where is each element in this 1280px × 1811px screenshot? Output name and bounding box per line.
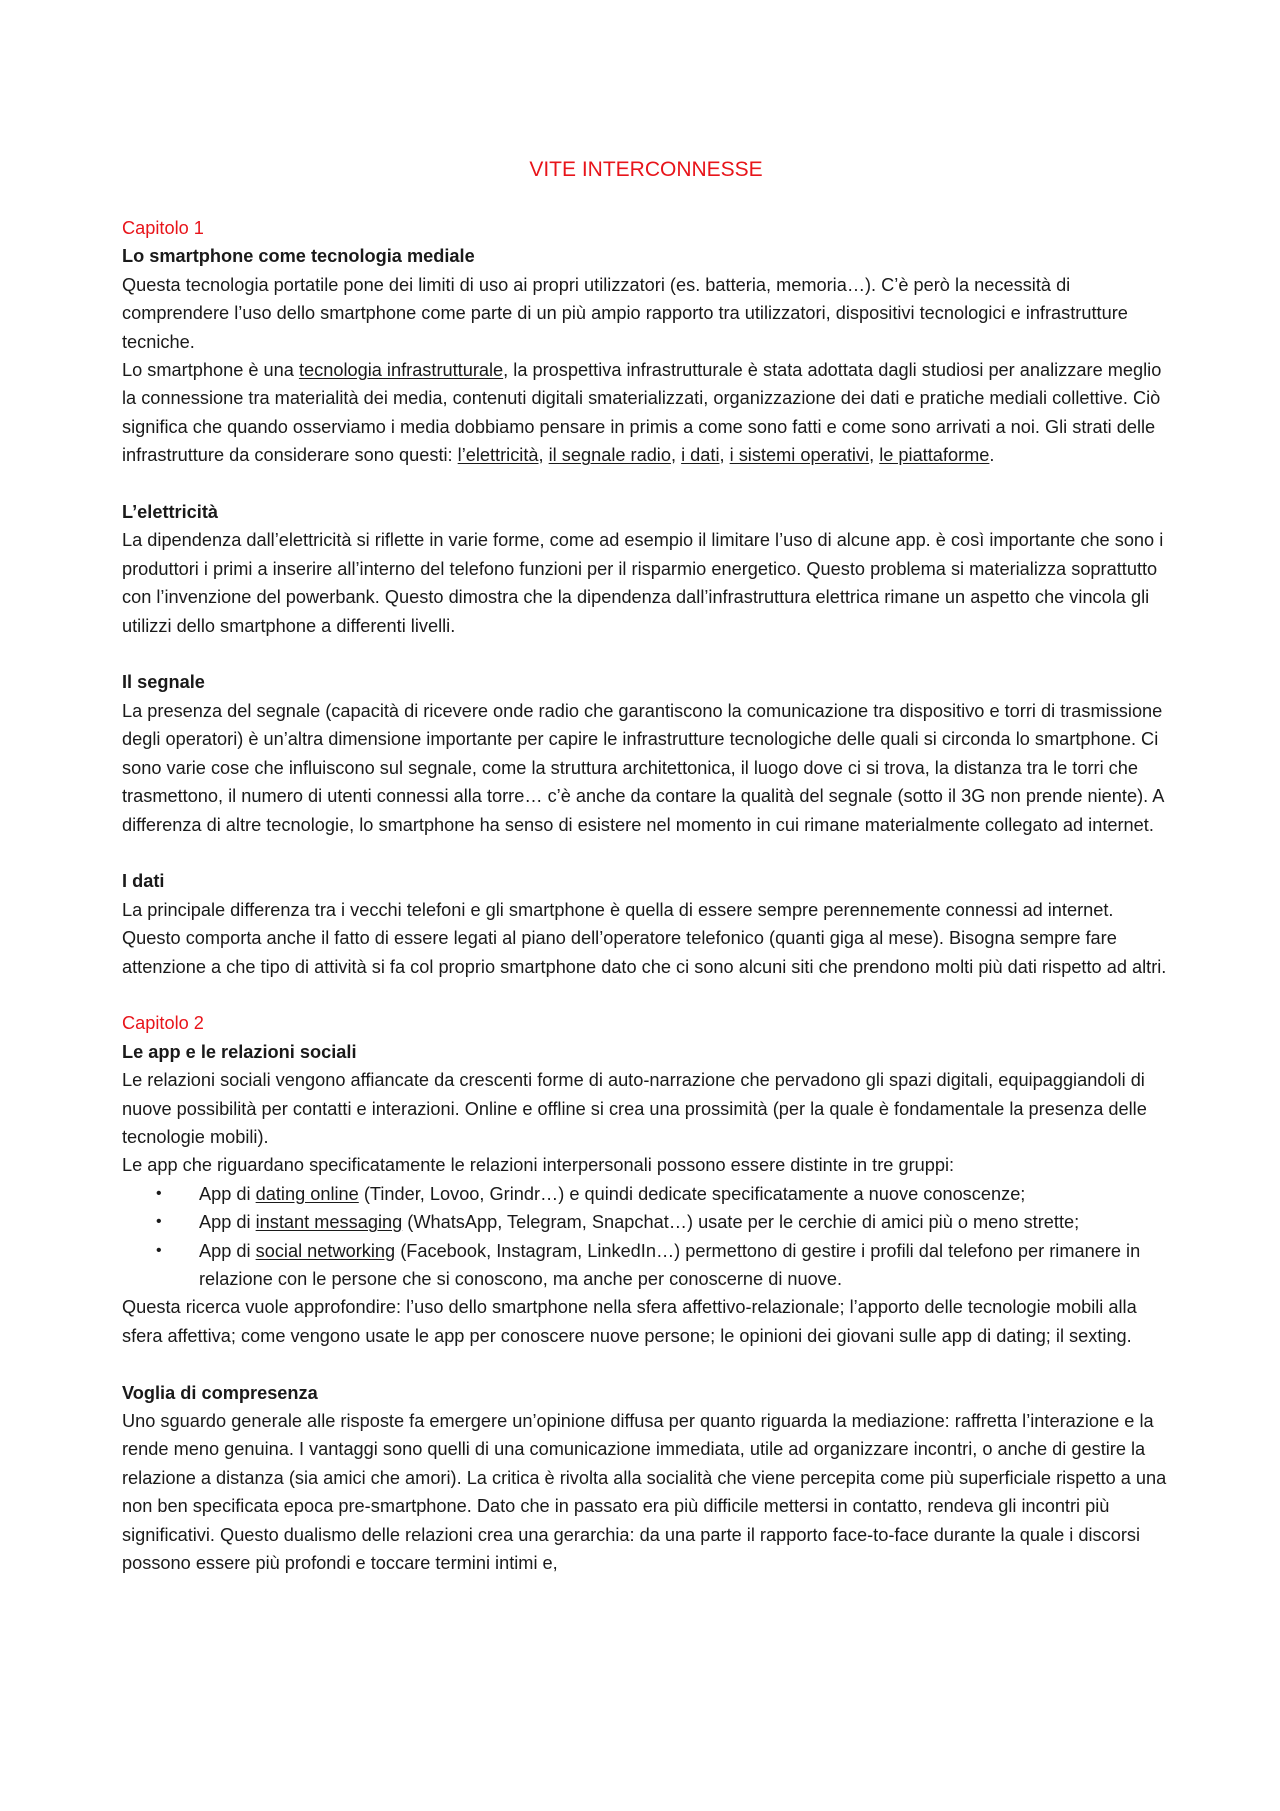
section-heading-segnale: Il segnale [122,672,205,693]
section-text-segnale: La presenza del segnale (capacità di ricevere onde radio che garantiscono la comunicazione tra dispositivo e torri di trasmissione degli operatori) è un’altra dimensione importante per capire le infrastrutture tecnologiche delle quali si circonda lo smartphone. Ci sono varie cose che influiscono sul segnale, come la struttura architettonica, il luogo dove ci si trova, la distanza tra le torri che trasmettono, il numero di utenti connessi alla torre… c’è anche da contare la qualità del segnale (sotto il 3G non prende niente). A differenza di altre tecnologie, lo smartphone ha senso di esistere nel momento in cui rimane materialmente collegato ad internet. [122,700,1164,835]
bullet-icon: • [156,1184,162,1202]
text-run: (WhatsApp, Telegram, Snapchat…) usate per le cerchie di amici più o meno strette; [402,1212,1080,1233]
text-run: App di [199,1240,256,1261]
link-social-networking[interactable]: social networking [255,1240,396,1261]
chapter-1-heading: Lo smartphone come tecnologia mediale [122,246,475,267]
spacer [122,640,1170,668]
link-dati[interactable]: i dati [681,445,720,466]
separator: , [719,445,730,466]
link-tecnologia-infrastrutturale[interactable]: tecnologia infrastrutturale [298,360,504,381]
section-heading-dati: I dati [122,871,165,892]
chapter-1-paragraph-2 [122,356,1170,470]
chapter-2-heading: Le app e le relazioni sociali [122,1041,357,1062]
link-instant-messaging[interactable]: instant messaging [255,1212,403,1233]
chapter-2-paragraph-2: Le app che riguardano specificatamente le relazioni interpersonali possono essere distinte in tre gruppi: [122,1155,955,1176]
chapter-2-paragraph-1: Le relazioni sociali vengono affiancate da crescenti forme di auto-narrazione che pervadono gli spazi digitali, equipaggiandoli di nuove possibilità per contatti e interazioni. Online e offline si crea una prossimità (per la quale è fondamentale la presenza delle tecnologie mobili). [122,1070,1147,1147]
section-text-elettricita: La dipendenza dall’elettricità si riflette in varie forme, come ad esempio il limitare l’uso di alcune app. è così importante che sono i produttori i primi a inserire all’interno del telefono funzioni per il risparmio energetico. Questo problema si materializza soprattutto con l’invenzione del powerbank. Questo dimostra che la dipendenza dall’infrastruttura elettrica rimane un aspetto che vincola gli utilizzi dello smartphone a differenti livelli. [122,530,1164,636]
text-run: App di [199,1212,256,1233]
section-text-compresenza: Uno sguardo generale alle risposte fa emergere un’opinione diffusa per quanto riguarda la mediazione: raffretta l’interazione e la rende meno genuina. I vantaggi sono quelli di una comunicazione immediata, utile ad organizzare incontri, o anche di gestire la relazione a distanza (sia amici che amori). La critica è rivolta alla socialità che viene percepita come più superficiale rispetto a una non ben specificata epoca pre-smartphone. Dato che in passato era più difficile mettersi in contatto, rendeva gli incontri più significativi. Questo dualismo delle relazioni crea una gerarchia: da una parte il rapporto face-to-face durante la quale i discorsi possono essere più profondi e toccare termini intimi e, [122,1410,1167,1574]
app-groups-list [122,1180,1170,1294]
link-piattaforme[interactable]: le piattaforme [879,445,990,466]
document-title: VITE INTERCONNESSE [529,158,763,181]
bullet-icon: • [156,1241,162,1259]
section-heading-elettricita: L’elettricità [122,502,219,523]
separator: , [869,445,880,466]
chapter-1-label: Capitolo 1 [122,218,204,238]
chapter-1-paragraph-1: Questa tecnologia portatile pone dei limiti di uso ai propri utilizzatori (es. batteria, memoria…). C’è però la necessità di comprendere l’uso dello smartphone come parte di un più ampio rapporto tra utilizzatori, dispositivi tecnologici e infrastrutture tecniche. [122,274,1128,352]
chapter-2-label: Capitolo 2 [122,1013,204,1034]
chapter-2-paragraph-3: Questa ricerca vuole approfondire: l’uso dello smartphone nella sfera affettivo-relazionale; l’apporto delle tecnologie mobili alla sfera affettiva; come vengono usate le app per conoscere nuove persone; le opinioni dei giovani sulle app di dating; il sexting. [122,1297,1137,1346]
link-elettricita[interactable]: l’elettricità [457,445,539,466]
list-item [156,1180,1170,1208]
spacer [122,839,1170,867]
link-sistemi-operativi[interactable]: i sistemi operativi [729,445,870,466]
text-run: , la prospettiva infrastrutturale è stata adottata dagli studiosi per analizzare meglio la connessione tra materialità dei media, contenuti digitali smaterializzati, organizzazione dei dati e pratiche mediali collettive. Ciò significa che quando osserviamo i media dobbiamo pensare in primis a come sono fatti e come sono arrivati a noi. Gli strati delle infrastrutture da considerare sono questi: [122,360,1162,466]
list-item [156,1208,1170,1236]
text-run: (Facebook, Instagram, LinkedIn…) permettono di gestire i profili dal telefono per rimanere in relazione con le persone che si conoscono, ma anche per conoscerne di nuove. [199,1240,1141,1289]
text-run: (Tinder, Lovoo, Grindr…) e quindi dedicate specificatamente a nuove conoscenze; [358,1183,1026,1204]
text-run: App di [199,1183,256,1204]
list-item [156,1237,1170,1294]
section-text-dati: La principale differenza tra i vecchi telefoni e gli smartphone è quella di essere sempre perennemente connessi ad internet. Questo comporta anche il fatto di essere legati al piano dell’operatore telefonico (quanti giga al mese). Bisogna sempre fare attenzione a che tipo di attività si fa col proprio smartphone dato che ci sono alcuni siti che prendono molti più dati rispetto ad altri. [122,899,1167,977]
spacer [122,1350,1170,1378]
link-segnale-radio[interactable]: il segnale radio [548,445,671,466]
spacer [122,981,1170,1009]
period: . [989,445,995,466]
section-heading-compresenza: Voglia di compresenza [122,1382,318,1403]
text-run: Lo smartphone è una [122,360,299,381]
separator: , [670,445,682,466]
link-dating-online[interactable]: dating online [255,1183,359,1204]
spacer [122,470,1170,498]
bullet-icon: • [156,1213,162,1231]
separator: , [538,445,549,466]
